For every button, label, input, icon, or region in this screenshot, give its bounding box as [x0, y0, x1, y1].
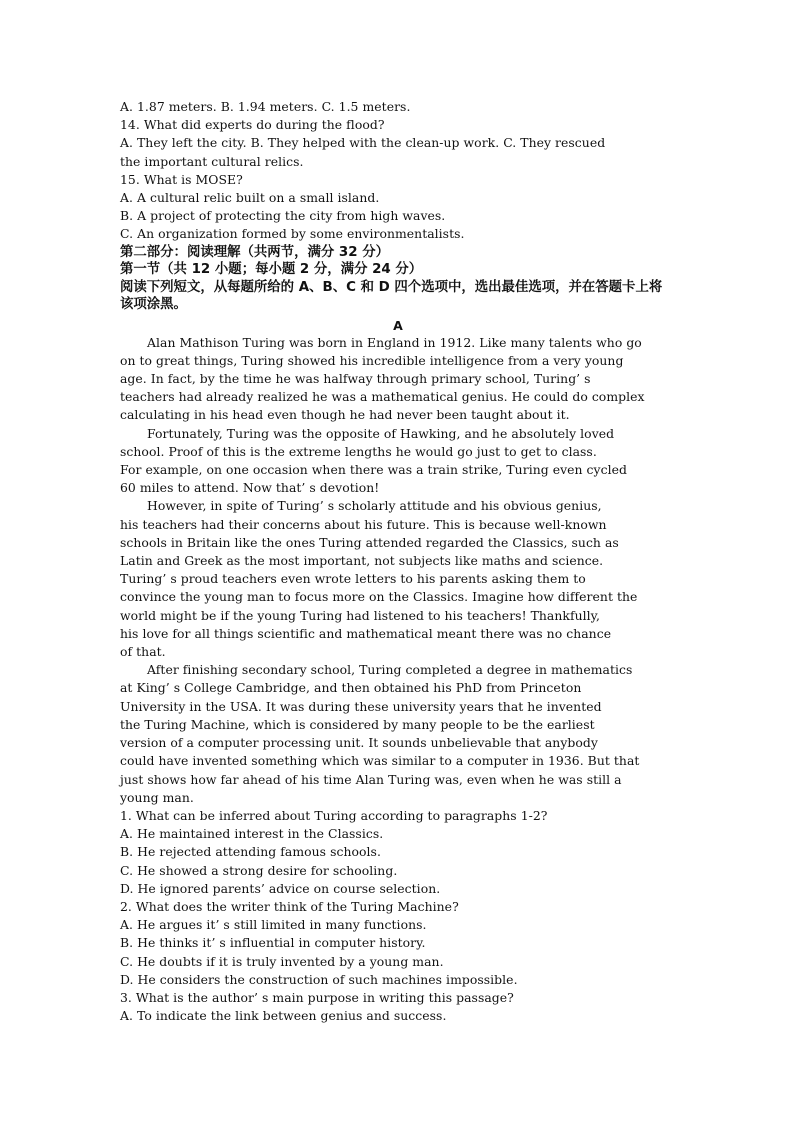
passage-line: of that. [120, 644, 166, 660]
passage-line: 60 miles to attend. Now that’ s devotion! [120, 480, 380, 496]
paragraph-2 [120, 425, 676, 498]
answer-line: C. An organization formed by some environmentalists. [120, 226, 465, 242]
question-block [120, 807, 676, 1025]
passage [120, 334, 676, 807]
paragraph-4 [120, 661, 676, 807]
passage-line: could have invented something which was similar to a computer in 1936. But that [120, 753, 640, 769]
question-15: 15. What is MOSE? [120, 171, 243, 187]
answer-line: B. A project of protecting the city from high waves. [120, 208, 446, 224]
passage-line: After finishing secondary school, Turing completed a degree in mathematics [147, 662, 633, 678]
option-line: A. To indicate the link between genius and success. [120, 1008, 447, 1024]
passage-line: age. In fact, by the time he was halfway through primary school, Turing’ s [120, 371, 591, 387]
option-line: C. He doubts if it is truly invented by a young man. [120, 953, 444, 969]
part-title: 第二部分：阅读理解（共两节，满分 32 分） [120, 244, 389, 260]
answer-line: the important cultural relics. [120, 153, 304, 169]
passage-line: convince the young man to focus more on the Classics. Imagine how different the [120, 589, 638, 605]
passage-line: at King’ s College Cambridge, and then obtained his PhD from Princeton [120, 680, 582, 696]
passage-line: schools in Britain like the ones Turing attended regarded the Classics, such as [120, 534, 619, 550]
answer-line: A. They left the city. B. They helped with the clean-up work. C. They rescued [120, 135, 606, 151]
paragraph-3 [120, 497, 676, 661]
passage-line: teachers had already realized he was a mathematical genius. He could do complex [120, 389, 645, 405]
answer-line: A. A cultural relic built on a small island. [120, 190, 380, 206]
option-line: C. He showed a strong desire for schooling. [120, 862, 398, 878]
option-line: B. He thinks it’ s influential in computer history. [120, 935, 426, 951]
passage-line: Latin and Greek as the most important, not subjects like maths and science. [120, 553, 604, 569]
option-line: D. He ignored parents’ advice on course selection. [120, 880, 441, 896]
question-1: 1. What can be inferred about Turing according to paragraphs 1-2? [120, 807, 548, 823]
section-header [120, 244, 676, 314]
answer-line: A. 1.87 meters. B. 1.94 meters. C. 1.5 meters. [120, 99, 411, 114]
option-line: A. He maintained interest in the Classics. [120, 826, 384, 842]
subsection-title: 第一节（共 12 小题；每小题 2 分，满分 24 分） [120, 262, 423, 278]
passage-line: his love for all things scientific and mathematical meant there was no chance [120, 625, 612, 641]
passage-title: A [393, 317, 403, 333]
passage-line: the Turing Machine, which is considered by many people to be the earliest [120, 716, 595, 732]
paragraph-1 [120, 334, 676, 425]
passage-line: young man. [120, 789, 194, 805]
question-2: 2. What does the writer think of the Turing Machine? [120, 898, 459, 914]
passage-line: For example, on one occasion when there was a train strike, Turing even cycled [120, 462, 627, 478]
passage-line: Fortunately, Turing was the opposite of Hawking, and he absolutely loved [147, 425, 615, 441]
option-line: D. He considers the construction of such machines impossible. [120, 971, 518, 987]
option-line: A. He argues it’ s still limited in many functions. [120, 917, 427, 933]
question-14: 14. What did experts do during the flood? [120, 117, 385, 133]
question-3: 3. What is the author’ s main purpose in writing this passage? [120, 989, 514, 1005]
passage-line: world might be if the young Turing had listened to his teachers! Thankfully, [120, 607, 601, 623]
passage-line: on to great things, Turing showed his incredible intelligence from a very young [120, 352, 624, 368]
passage-line: just shows how far ahead of his time Alan Turing was, even when he was still a [120, 771, 622, 787]
passage-line: However, in spite of Turing’ s scholarly attitude and his obvious genius, [147, 498, 602, 514]
passage-line: school. Proof of this is the extreme lengths he would go just to get to class. [120, 443, 597, 459]
instruction-line-1: 阅读下列短文，从每题所给的 A、B、C 和 D 四个选项中，选出最佳选项，并在答题卡上将 [120, 279, 663, 295]
passage-line: version of a computer processing unit. It sounds unbelievable that anybody [120, 735, 598, 751]
passage-line: his teachers had their concerns about his future. This is because well-known [120, 516, 607, 532]
passage-line: calculating in his head even though he had never been taught about it. [120, 407, 570, 423]
passage-line: University in the USA. It was during these university years that he invented [120, 698, 602, 714]
top-question-block [120, 98, 676, 244]
passage-line: Alan Mathison Turing was born in England in 1912. Like many talents who go [147, 334, 642, 350]
option-line: B. He rejected attending famous schools. [120, 844, 381, 860]
passage-line: Turing’ s proud teachers even wrote letters to his parents asking them to [120, 571, 586, 587]
instruction-line-2: 该项涂黑。 [120, 297, 187, 313]
exam-page [120, 98, 676, 1025]
